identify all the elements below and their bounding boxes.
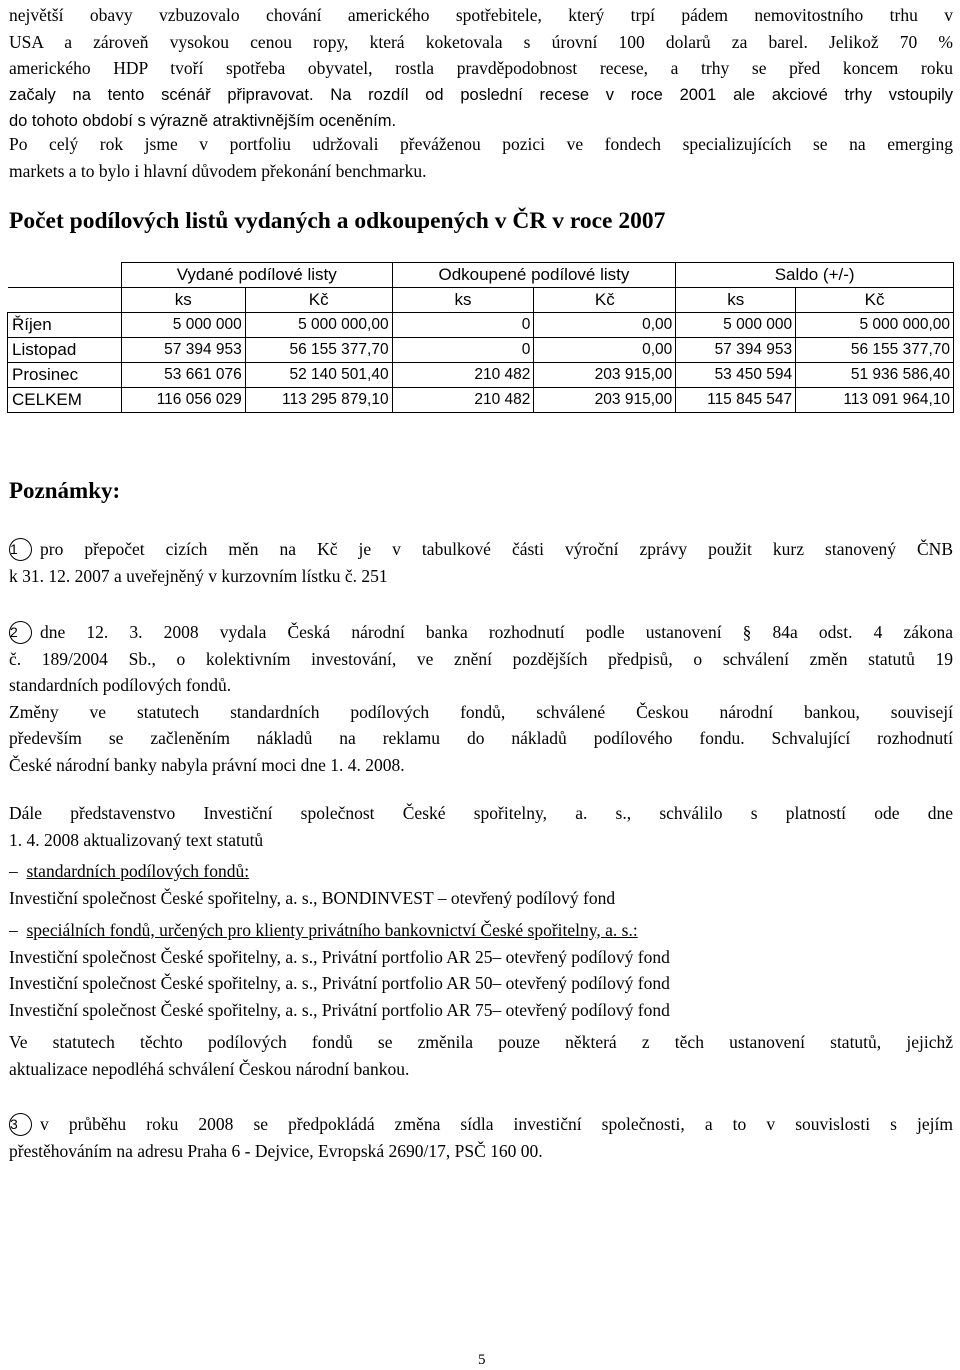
text-line: amerického HDP tvoří spotřeba obyvatel, rostla pravděpodobnost recese, a trhy se před koncem roku — [9, 58, 953, 78]
fund-item: Investiční společnost České spořitelny, a. s., Privátní portfolio AR 50– otevřený podílový fond — [9, 973, 670, 993]
table-cell: 57 394 953 — [121, 338, 245, 363]
table-cell: 210 482 — [392, 363, 534, 388]
notes-title: Poznámky: — [9, 478, 121, 503]
text-line — [9, 619, 953, 646]
table-cell: 5 000 000 — [676, 313, 796, 338]
text-line: Ve statutech těchto podílových fondů se změnila pouze některá z těch ustanovení statutů, jejichž — [9, 1032, 953, 1052]
table-cell: 5 000 000,00 — [796, 313, 954, 338]
table-cell: 203 915,00 — [534, 363, 676, 388]
row-label: Listopad — [8, 338, 122, 363]
issued-redeemed-units-table — [7, 262, 954, 413]
text-line: Změny ve statutech standardních podílových fondů, schválené Českou národní bankou, souvisejí — [9, 701, 953, 722]
text-line — [9, 536, 953, 563]
table-cell: 0,00 — [534, 338, 676, 363]
table-group-header: Vydané podílové listy — [121, 263, 392, 288]
dash: – — [9, 861, 18, 881]
table-group-header: Odkoupené podílové listy — [392, 263, 676, 288]
text-line: k 31. 12. 2007 a uveřejněný v kurzovním lístku č. 251 — [9, 565, 388, 586]
table-cell: 0 — [392, 338, 534, 363]
text-line: přestěhováním na adresu Praha 6 - Dejvice, Evropská 2690/17, PSČ 160 00. — [9, 1140, 543, 1161]
table-row — [8, 338, 954, 363]
table-cell: 51 936 586,40 — [796, 363, 954, 388]
fund-item: Investiční společnost České spořitelny, a. s., Privátní portfolio AR 75– otevřený podílový fond — [9, 999, 670, 1020]
table-unit-header: ks — [121, 288, 245, 313]
table-cell: 5 000 000 — [121, 313, 245, 338]
table-cell: 56 155 377,70 — [796, 338, 954, 363]
table-unit-header: ks — [676, 288, 796, 313]
table-unit-header: Kč — [796, 288, 954, 313]
text-line: především se začleněním nákladů na reklamu do nákladů podílového fondu. Schvalující rozhodnutí — [9, 728, 953, 748]
text-line: Dále představenstvo Investiční společnost České spořitelny, a. s., schválilo s platností ode dne — [9, 803, 953, 823]
table-cell: 53 661 076 — [121, 363, 245, 388]
dash: – — [9, 920, 18, 940]
table-cell: 115 845 547 — [676, 388, 796, 413]
text-line: markets a to bylo i hlavní důvodem překonání benchmarku. — [9, 160, 427, 181]
standard-funds-heading: standardních podílových fondů: — [26, 861, 250, 881]
table-unit-header: Kč — [245, 288, 392, 313]
special-funds-list — [9, 917, 953, 1023]
table-row — [8, 363, 954, 388]
text-line: České národní banky nabyla právní moci dne 1. 4. 2008. — [9, 754, 405, 775]
table-unit-header: Kč — [534, 288, 676, 313]
text-line: největší obavy vzbuzovalo chování amerického spotřebitele, který trpí pádem nemovitostního trhu v — [9, 5, 953, 25]
table-corner-cell — [8, 288, 122, 313]
note-3 — [9, 1111, 953, 1164]
text-line: standardních podílových fondů. — [9, 675, 232, 695]
note-text: pro přepočet cizích měn na Kč je v tabulkové části výroční zprávy použit kurz stanovený ČNB — [40, 539, 953, 559]
table-cell: 5 000 000,00 — [245, 313, 392, 338]
table-group-header: Saldo (+/-) — [676, 263, 954, 288]
standard-funds-list — [9, 858, 953, 911]
circled-number-3: 3 — [9, 1113, 32, 1136]
table-cell: 210 482 — [392, 388, 534, 413]
table-cell: 113 091 964,10 — [796, 388, 954, 413]
table-cell: 113 295 879,10 — [245, 388, 392, 413]
note-2-closing — [9, 1029, 953, 1082]
table-unit-header-row — [8, 288, 954, 313]
row-label: CELKEM — [8, 388, 122, 413]
text-line — [9, 1111, 953, 1138]
table-cell: 57 394 953 — [676, 338, 796, 363]
section-title: Počet podílových listů vydaných a odkoupených v ČR v roce 2007 — [9, 208, 666, 234]
table-group-header-row — [8, 263, 954, 288]
table-cell: 0,00 — [534, 313, 676, 338]
circled-number-1: 1 — [9, 538, 32, 561]
table-total-row — [8, 388, 954, 413]
table-unit-header: ks — [392, 288, 534, 313]
intro-paragraph-1 — [9, 2, 953, 135]
table-cell: 56 155 377,70 — [245, 338, 392, 363]
text-line: č. 189/2004 Sb., o kolektivním investování, ve znění pozdějších předpisů, o schválení změn statutů 19 — [9, 648, 953, 669]
table-cell: 53 450 594 — [676, 363, 796, 388]
text-line — [9, 917, 953, 944]
table-row — [8, 313, 954, 338]
text-line: Po celý rok jsme v portfoliu udržovali převáženou pozici ve fondech specializujících se na emerging — [9, 134, 953, 154]
text-line: do tohoto období s výrazně atraktivnějším oceněním. — [9, 112, 397, 130]
row-label: Prosinec — [8, 363, 122, 388]
circled-number-2: 2 — [9, 621, 32, 644]
note-2 — [9, 619, 953, 778]
table-cell: 116 056 029 — [121, 388, 245, 413]
text-line: 1. 4. 2008 aktualizovaný text statutů — [9, 829, 264, 850]
note-1 — [9, 536, 953, 589]
text-line: začaly na tento scénář připravovat. Na rozdíl od poslední recese v roce 2001 ale akciové trhy vstoupily — [9, 85, 953, 104]
text-line — [9, 858, 953, 885]
table-cell: 0 — [392, 313, 534, 338]
page-number: 5 — [478, 1352, 486, 1368]
table-cell: 52 140 501,40 — [245, 363, 392, 388]
special-funds-heading: speciálních fondů, určených pro klienty privátního bankovnictví České spořitelny, a. s.: — [26, 920, 638, 940]
note-text: dne 12. 3. 2008 vydala Česká národní banka rozhodnutí podle ustanovení § 84a odst. 4 zákona — [40, 622, 953, 642]
note-text: v průběhu roku 2008 se předpokládá změna sídla investiční společnosti, a to v souvislosti s jejím — [40, 1114, 953, 1134]
row-label: Říjen — [8, 313, 122, 338]
fund-item: Investiční společnost České spořitelny, a. s., Privátní portfolio AR 25– otevřený podílový fond — [9, 946, 670, 967]
fund-item: Investiční společnost České spořitelny, a. s., BONDINVEST – otevřený podílový fond — [9, 887, 616, 908]
note-2-statutes — [9, 800, 953, 853]
text-line: USA a zároveň vysokou cenou ropy, která koketovala s úrovní 100 dolarů za barel. Jelikož 70 % — [9, 31, 953, 52]
intro-paragraph-2 — [9, 131, 953, 184]
text-line: aktualizace nepodléhá schválení Českou národní bankou. — [9, 1058, 410, 1079]
table-cell: 203 915,00 — [534, 388, 676, 413]
table-corner-cell — [8, 263, 122, 288]
